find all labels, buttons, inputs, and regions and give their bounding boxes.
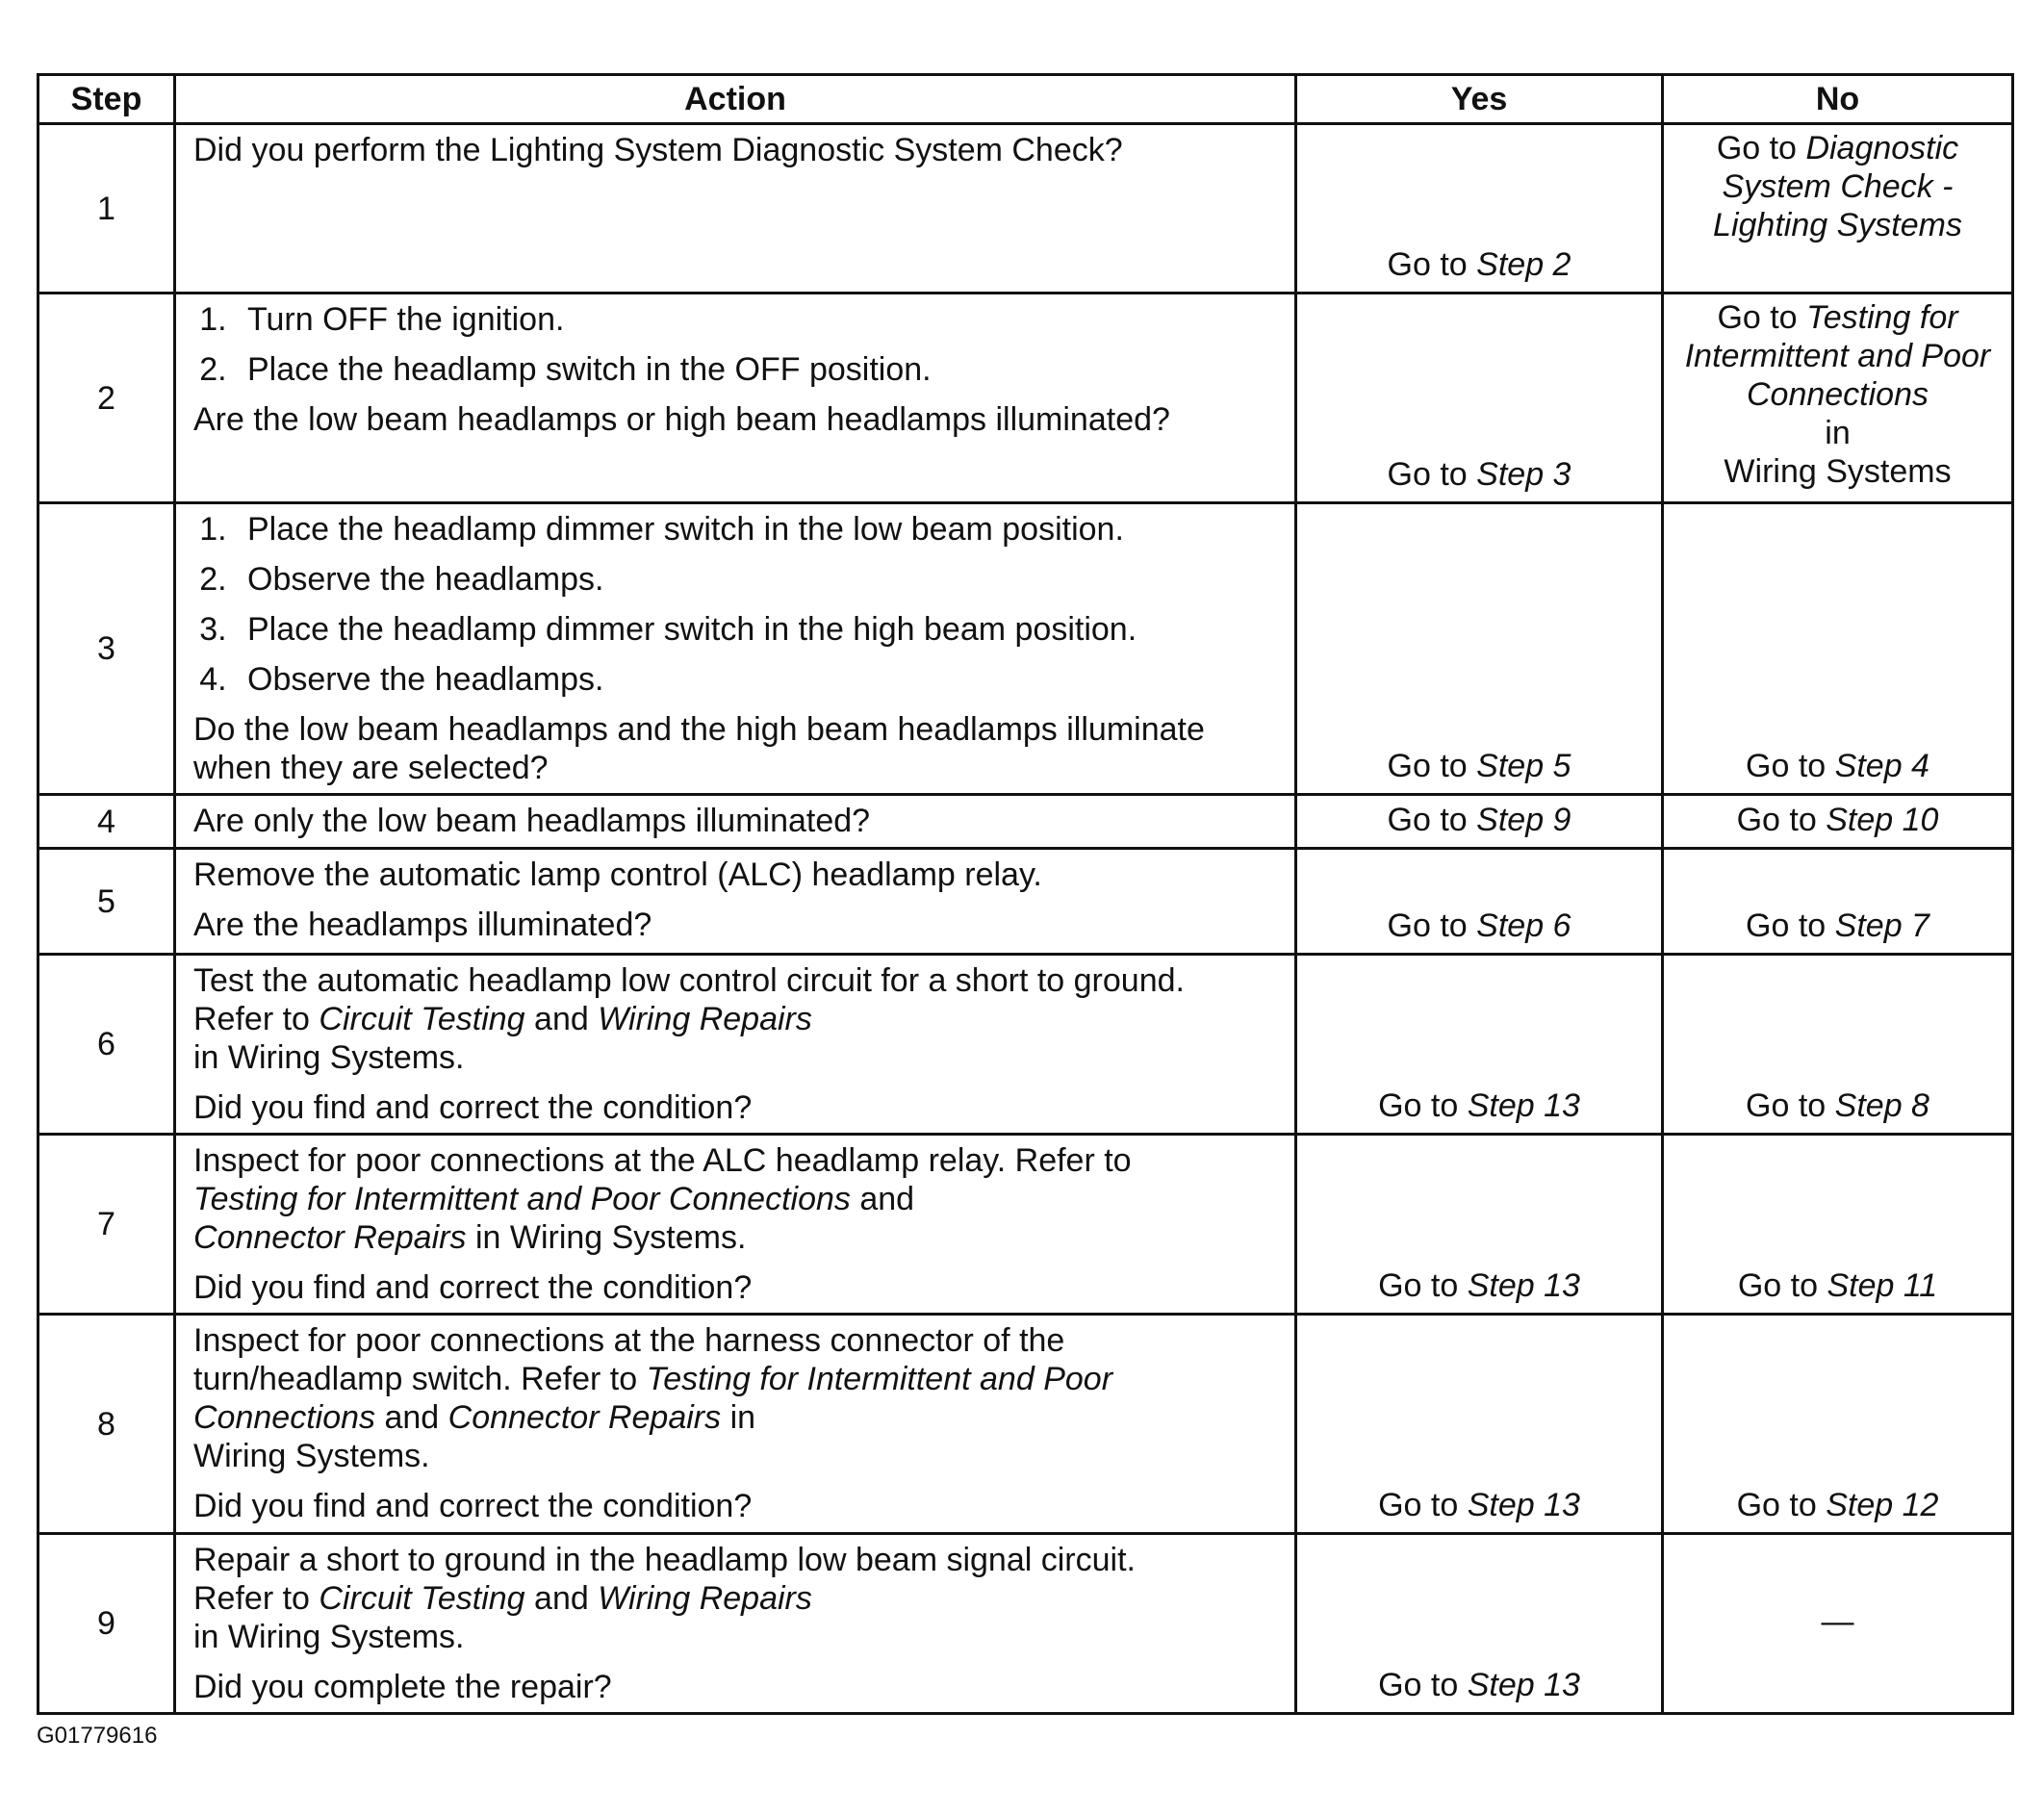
yes-target-link[interactable]: Step 9	[1476, 802, 1571, 838]
question-text: Did you find and correct the condition?	[193, 1488, 753, 1524]
action-cell	[175, 503, 1296, 795]
table-row	[38, 1135, 2013, 1315]
header-step: Step	[38, 75, 175, 124]
instruction-reference	[193, 1000, 1281, 1038]
instruction-text: Repair a short to ground in the headlamp low beam signal circuit.	[193, 1542, 1136, 1578]
action-item: 2. Observe the headlamps.	[236, 560, 1281, 599]
no-prefix: Go to	[1716, 130, 1797, 166]
yes-cell	[1296, 1135, 1663, 1315]
no-prefix: Go to	[1717, 299, 1798, 336]
no-prefix: Go to	[1736, 1487, 1817, 1523]
instruction-reference	[193, 1579, 1281, 1618]
diagnostic-table	[37, 73, 2014, 1715]
table-row	[38, 1534, 2013, 1714]
no-prefix: Go to	[1737, 1267, 1819, 1304]
question-text: Are the headlamps illuminated?	[193, 907, 652, 943]
yes-cell	[1296, 124, 1663, 294]
yes-cell	[1296, 795, 1663, 849]
instruction-tail: in Wiring Systems.	[193, 1039, 465, 1076]
yes-cell	[1296, 503, 1663, 795]
step-number: 3	[38, 503, 175, 795]
instruction-reference	[193, 1398, 1281, 1437]
no-in: in	[1825, 415, 1851, 451]
no-target-link[interactable]: Step 4	[1834, 748, 1929, 784]
yes-prefix: Go to	[1378, 1267, 1459, 1304]
no-prefix: Go to	[1746, 908, 1827, 944]
no-target-link[interactable]: Step 12	[1826, 1487, 1939, 1523]
yes-target-link[interactable]: Step 2	[1476, 246, 1571, 283]
no-prefix: Go to	[1746, 1087, 1827, 1124]
no-prefix: Go to	[1736, 802, 1817, 838]
question-text: Are the low beam headlamps or high beam headlamps illuminated?	[193, 401, 1170, 438]
no-target-link[interactable]: Step 10	[1826, 802, 1939, 838]
and-text: and	[384, 1399, 440, 1436]
refer-to-text: Refer to	[193, 1001, 310, 1037]
action-cell	[175, 124, 1296, 294]
action-item: 1. Turn OFF the ignition.	[236, 300, 1281, 339]
table-row	[38, 955, 2013, 1135]
step-number: 1	[38, 124, 175, 294]
step-number: 4	[38, 795, 175, 849]
and-text: and	[534, 1580, 589, 1617]
no-target-link[interactable]: Step 11	[1827, 1267, 1938, 1304]
instruction-text: turn/headlamp switch. Refer to	[193, 1361, 638, 1397]
figure-code: G01779616	[37, 1723, 158, 1749]
no-dash: —	[1821, 1603, 1854, 1640]
yes-prefix: Go to	[1387, 908, 1468, 944]
action-item: 2. Place the headlamp switch in the OFF position.	[236, 350, 1281, 389]
table-row	[38, 795, 2013, 849]
yes-cell	[1296, 294, 1663, 503]
instruction-text: Inspect for poor connections at the harness connector of the	[193, 1322, 1065, 1359]
action-item: 3. Place the headlamp dimmer switch in the high beam position.	[236, 610, 1281, 649]
reference-link[interactable]: Testing for Intermittent and Poor Connections	[193, 1181, 851, 1217]
refer-to-text: Refer to	[193, 1580, 310, 1617]
instruction-tail: Wiring Systems.	[193, 1438, 430, 1474]
step-number: 7	[38, 1135, 175, 1315]
no-cell	[1663, 124, 2013, 294]
yes-cell	[1296, 1315, 1663, 1534]
yes-prefix: Go to	[1378, 1667, 1459, 1703]
question-text: Do the low beam headlamps and the high beam headlamps illuminate when they are selected?	[193, 711, 1205, 786]
no-cell	[1663, 795, 2013, 849]
reference-link[interactable]: Circuit Testing	[319, 1001, 525, 1037]
header-action: Action	[175, 75, 1296, 124]
and-text: and	[859, 1181, 915, 1217]
yes-cell	[1296, 1534, 1663, 1714]
no-target-link[interactable]: Diagnostic System Check - Lighting Systems	[1713, 130, 1962, 243]
action-cell	[175, 1135, 1296, 1315]
header-row	[38, 75, 2013, 124]
yes-cell	[1296, 849, 1663, 955]
table-row	[38, 1315, 2013, 1534]
no-target-link[interactable]: Step 7	[1834, 908, 1929, 944]
yes-cell	[1296, 955, 1663, 1135]
instruction-text: Inspect for poor connections at the ALC headlamp relay. Refer to	[193, 1142, 1132, 1179]
in-text: in	[729, 1399, 756, 1436]
reference-link[interactable]: Testing for Intermittent and Poor	[646, 1361, 1113, 1397]
no-suffix: Wiring Systems	[1724, 453, 1952, 490]
question-text: Did you perform the Lighting System Diagnostic System Check?	[193, 132, 1123, 168]
no-prefix: Go to	[1746, 748, 1827, 784]
no-target-link[interactable]: Step 8	[1834, 1087, 1929, 1124]
yes-prefix: Go to	[1378, 1487, 1459, 1523]
action-cell	[175, 1534, 1296, 1714]
question-text: Did you find and correct the condition?	[193, 1089, 753, 1126]
header-no: No	[1663, 75, 2013, 124]
step-number: 5	[38, 849, 175, 955]
action-list	[193, 510, 1281, 699]
question-text: Did you find and correct the condition?	[193, 1269, 753, 1306]
action-item: 4. Observe the headlamps.	[236, 660, 1281, 699]
table-row	[38, 503, 2013, 795]
table-row	[38, 294, 2013, 503]
instruction-text: Remove the automatic lamp control (ALC) headlamp relay.	[193, 856, 1042, 893]
action-cell	[175, 849, 1296, 955]
no-cell	[1663, 955, 2013, 1135]
table-row	[38, 849, 2013, 955]
action-cell	[175, 1315, 1296, 1534]
question-text: Did you complete the repair?	[193, 1669, 612, 1705]
step-number: 2	[38, 294, 175, 503]
question-text: Are only the low beam headlamps illuminated?	[193, 803, 871, 839]
and-text: and	[534, 1001, 589, 1037]
instruction-tail: in Wiring Systems.	[474, 1219, 747, 1256]
yes-target-link[interactable]: Step 6	[1476, 908, 1571, 944]
no-cell	[1663, 1315, 2013, 1534]
reference-link[interactable]: Connector Repairs	[447, 1399, 722, 1436]
instruction-reference	[193, 1360, 1281, 1398]
no-cell	[1663, 503, 2013, 795]
yes-target-link[interactable]: Step 13	[1467, 1487, 1580, 1523]
header-yes: Yes	[1296, 75, 1663, 124]
instruction-reference	[193, 1180, 1281, 1218]
instruction-text: Test the automatic headlamp low control circuit for a short to ground.	[193, 962, 1185, 999]
step-number: 8	[38, 1315, 175, 1534]
reference-link[interactable]: Circuit Testing	[319, 1580, 525, 1617]
reference-link[interactable]: Connections	[193, 1399, 376, 1436]
yes-target-link[interactable]: Step 13	[1467, 1267, 1580, 1304]
instruction-tail: in Wiring Systems.	[193, 1619, 465, 1655]
reference-link[interactable]: Connector Repairs	[193, 1219, 467, 1256]
yes-prefix: Go to	[1387, 246, 1468, 283]
yes-prefix: Go to	[1387, 748, 1468, 784]
action-list	[193, 300, 1281, 389]
reference-link[interactable]: Wiring Repairs	[598, 1001, 812, 1037]
yes-prefix: Go to	[1387, 456, 1468, 493]
yes-target-link[interactable]: Step 13	[1467, 1087, 1580, 1124]
no-cell	[1663, 294, 2013, 503]
yes-target-link[interactable]: Step 13	[1467, 1667, 1580, 1703]
no-target-link[interactable]: Testing for Intermittent and Poor Connections	[1684, 299, 1991, 413]
action-cell	[175, 795, 1296, 849]
yes-target-link[interactable]: Step 5	[1476, 748, 1571, 784]
yes-prefix: Go to	[1387, 802, 1468, 838]
action-cell	[175, 955, 1296, 1135]
yes-prefix: Go to	[1378, 1087, 1459, 1124]
yes-target-link[interactable]: Step 3	[1476, 456, 1571, 493]
no-cell	[1663, 1135, 2013, 1315]
action-item: 1. Place the headlamp dimmer switch in the low beam position.	[236, 510, 1281, 549]
step-number: 9	[38, 1534, 175, 1714]
no-cell	[1663, 1534, 2013, 1714]
no-cell	[1663, 849, 2013, 955]
step-number: 6	[38, 955, 175, 1135]
action-cell	[175, 294, 1296, 503]
table-row	[38, 124, 2013, 294]
instruction-reference	[193, 1218, 1281, 1257]
reference-link[interactable]: Wiring Repairs	[598, 1580, 812, 1617]
